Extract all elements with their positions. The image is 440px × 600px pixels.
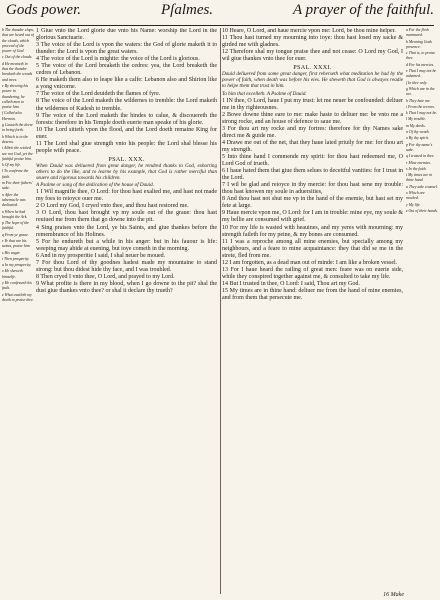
margin-note: d For his mercies.	[406, 62, 435, 67]
header-center: Pſalmes.	[160, 2, 214, 18]
left-text-column	[36, 28, 221, 594]
margin-note: q From ye graue.	[2, 232, 29, 237]
margin-note: q I trusted in thee.	[406, 154, 435, 159]
margin-note: f Called also Hermon.	[2, 111, 22, 121]
verse: 9 The voice of the Lord maketh the hindes to calue, & discouereth the forests: therefore in his Temple doeth euerie man speake of his glorie.	[36, 112, 217, 126]
verse: 11 The Lord shal giue strength vnto his people: the Lord shal blesse his people with peace.	[36, 140, 217, 154]
margin-note: y He confesseth his fault.	[2, 281, 32, 291]
margin-note: i From the terrors.	[406, 104, 435, 109]
right-text-column	[222, 28, 403, 594]
margin-note: f In thee only.	[406, 80, 428, 85]
verse: 1 IN thee, O Lord, haue I put my trust: let me neuer be confounded: deliuer me in thy righteousnes.	[222, 97, 403, 111]
margin-note: l My trouble.	[406, 117, 427, 122]
verse: 4 The voice of the Lord is mightie: the voice of the Lord is glorious.	[36, 56, 200, 63]
margin-note: k Of my life.	[2, 163, 22, 168]
verse: 9 Haue mercie vpon me, O Lord: for I am in trouble: mine eye, my soule & my bellie are consumed with grief.	[222, 210, 403, 224]
margin-note: r Mine enemies.	[406, 160, 431, 165]
verse: 12 Therefore shal my tongue praise thee and not cease: O Lord my God, I wil giue thankes vnto thee for euer.	[222, 49, 403, 63]
margin-note: g Causeth the deere to bring forth.	[2, 123, 33, 133]
verse: 5 The voice of the Lord breaketh the cedres: yea, the Lord breaketh the cedres of Lebanon.	[36, 63, 217, 77]
verse: 12 I am forgotten, as a dead man out of minde: I am like a broken vessel.	[222, 259, 398, 266]
margin-note: s In the faith.	[406, 166, 427, 171]
verse: 5 For he endureth but a while in his anger: but in his fauour is life: weeping may abide at euening, but ioye cometh in the morning.	[36, 238, 217, 252]
verse: 6 And in my prosperitie I said, I shal neuer be moued.	[36, 252, 166, 259]
catchword: 16 Make	[383, 592, 404, 598]
verse: 1 Giue vnto the Lord glorie due vnto his Name: worship the Lord in the glorious Sanctuarie.	[36, 28, 217, 42]
header-left: Gods power.	[6, 2, 82, 18]
verse: 10 The Lord sitteth vpon the flood, and the Lord doeth remaine King for euer.	[36, 126, 217, 140]
verse: 8 And thou hast not shut me vp in the hand of the enemie, but hast set my fete at large.	[222, 196, 403, 210]
margin-note: d He meaneth in that the thunder breaketh the woods and trees.	[2, 61, 33, 82]
margin-note: h They hate me.	[406, 98, 431, 103]
margin-note: c That is, to praise thee.	[406, 51, 436, 61]
margin-note: m My deeds.	[406, 123, 426, 128]
verse: 8 Then cryed I vnto thee, O Lord, and prayed to my Lord.	[36, 273, 175, 280]
margin-note: e That I may not be ashamed.	[406, 69, 437, 79]
margin-note: t My times are in thine hand.	[406, 173, 433, 183]
margin-note: b The thunder claps, that are heard out of the clouds, which proceed of the power of God.	[2, 28, 34, 54]
verse: 8 The voice of the Lord maketh the wildernes to tremble: the Lord maketh the wildernes of Kadesh to tremble.	[36, 98, 217, 112]
verse: 4 Sing praises vnto the Lord, ye his Saints, and giue thankes before the remembrance of his Holines.	[36, 224, 217, 238]
margin-note: x He sheweth himselfe.	[2, 269, 23, 279]
verse: 7 For thou Lord of thy goodnes hadest made my mountaine to stand strong: but thou didest hide thy face, and I was troubled.	[36, 259, 217, 273]
psalm-argument: Dauid deliuered from some great danger, first reherseth what meditation he had by the power of faith, when death was before his eies. He sheweth that God is alwayes readie to helpe them that trust in him.	[222, 71, 403, 90]
margin-note: e By shewing his power in thundering, he calleth men to praise him.	[2, 83, 29, 110]
margin-note: a For the flesh murmured.	[406, 28, 429, 38]
psalm-superscription: A Psalme or song of the dedication of the house of Dauid.	[36, 182, 154, 189]
verse: 6 I haue hated them that giue them selues to deceitful vanities: for I trust in the Lord.	[222, 168, 403, 182]
margin-note: y My life.	[406, 202, 421, 207]
verse: 2 Bowe downe thine eare to me: make haste to deliuer me: be vnto me a strong rocke, and an house of defence to saue me.	[222, 111, 403, 125]
psalm-superscription: To him that excelleth. A Psalme of Dauid.	[222, 90, 307, 97]
psalm-title: PSAL. XXX.	[108, 155, 145, 163]
verse: 9 What profite is there in my blood, when I go downe to the pit? shal the dust giue thankes vnto thee? or shal it declare thy trueth?	[36, 280, 217, 294]
margin-note: u In my prosperity.	[2, 263, 32, 268]
margin-note: n After the tabernacle was dedicated.	[2, 192, 26, 208]
verse: 11 I was a reproche among all mine enemies, but specially among my neighbours, and a feare to mine acquaintance: they that did se me in the strete, fled from me.	[222, 238, 403, 259]
verse: 14 But I trusted in thee, O Lord: I said, Thou art my God.	[222, 280, 360, 287]
page-header	[6, 2, 434, 26]
psalm-argument: When Dauid was deliuered from great danger, he rendred thanks to God, exhorting others to do the like, and to learne by his example, that God is rather merciful than seuere and rigorous towards his children.	[36, 162, 217, 182]
margin-note: t Then prosperity.	[2, 256, 30, 261]
margin-note: o By thy spirit.	[406, 136, 429, 141]
verse: 3 The voice of the Lord is vpon the waters: the God of glorie maketh it to thunder: the Lord is vpon the great waters.	[36, 42, 217, 56]
margin-note: z Out of their hands.	[406, 208, 438, 213]
header-right: A prayer of the faithful.	[293, 2, 434, 18]
margin-note: i Albeit the wicked see not God, yet the faithful praise him.	[2, 146, 33, 161]
margin-note: o When he had brought the Ark.	[2, 209, 28, 219]
left-margin-notes	[2, 28, 34, 594]
verse: 6 He maketh them also to leape like a calfe: Lebanon also and Shirion like a yong vnicorne.	[36, 77, 217, 91]
margin-note: k That I may not be.	[406, 111, 438, 116]
margin-note: c Out of the clouds.	[2, 55, 33, 60]
verse: 15 My times are in thine hand: deliuer me from the hand of mine enemies, and from them that persecute me.	[222, 287, 403, 301]
verse: 10 Heare, O Lord, and haue mercie vpon me: Lord, be thou mine helper.	[222, 28, 396, 34]
right-margin-notes	[406, 28, 438, 594]
margin-note: s His anger.	[2, 250, 21, 255]
margin-note: n Of thy wrath.	[406, 130, 430, 135]
margin-note: z What availeth my death to praise thee.	[2, 292, 34, 302]
margin-note: p The hope of the faithful.	[2, 221, 30, 231]
margin-note: h Which is in the deserts.	[2, 134, 29, 144]
margin-note: b Meaning Gods presence.	[406, 39, 432, 49]
margin-note: u They take counsel.	[406, 184, 438, 189]
verse: 11 Thou hast turned my mourning into ioye: thou hast losed my sacke & girded me with gladnes.	[222, 35, 403, 49]
margin-note: p For thy name's sake.	[406, 142, 433, 152]
margin-note: x Which are mocked.	[406, 191, 425, 201]
verse: 1 I Wil magnifie thee, O Lord: for thou hast exalted me, and hast not made my foes to reioyce ouer me.	[36, 189, 217, 203]
margin-note: l To confirme the faith.	[2, 169, 29, 179]
verse: 2 O Lord my God, I cryed vnto thee, and thou hast restored me.	[36, 203, 189, 210]
verse: 7 The voice of the Lord deuideth the flames of fyre.	[36, 91, 161, 98]
margin-note: g Which are in the net.	[406, 86, 435, 97]
verse: 3 O Lord, thou hast brought vp my soule out of the graue: thou hast reuiued me from them that go downe into the pit.	[36, 210, 217, 224]
verse: 3 For thou art my rocke and my fortres: therefore for thy Names sake direct me & guide me.	[222, 125, 403, 139]
verse: 13 For I haue heard the railing of great men: feare was on euerie side, while they conspired together against me, & consulted to take my life.	[222, 266, 403, 280]
psalm-title: PSAL. XXXI.	[293, 64, 332, 72]
verse: 4 Drawe me out of the net, that they haue laied priuily for me: for thou art my strength.	[222, 139, 403, 153]
margin-note: m For their fathers' sake.	[2, 181, 33, 191]
verse: 5 Into thine hand I commende my spirit: for thou hast redeemed me, O Lord God of trueth.	[222, 154, 403, 168]
margin-note: r Ye that are his saints, praise him.	[2, 238, 31, 249]
verse: 10 For my life is wasted with heauines, and my yeres with mourning: my strength faileth for my peine, & my bones are consumed.	[222, 224, 403, 238]
verse: 7 I wil be glad and reioyce in thy mercie: for thou hast sene my trouble: thou hast knowen my soule in aduersities,	[222, 182, 403, 196]
